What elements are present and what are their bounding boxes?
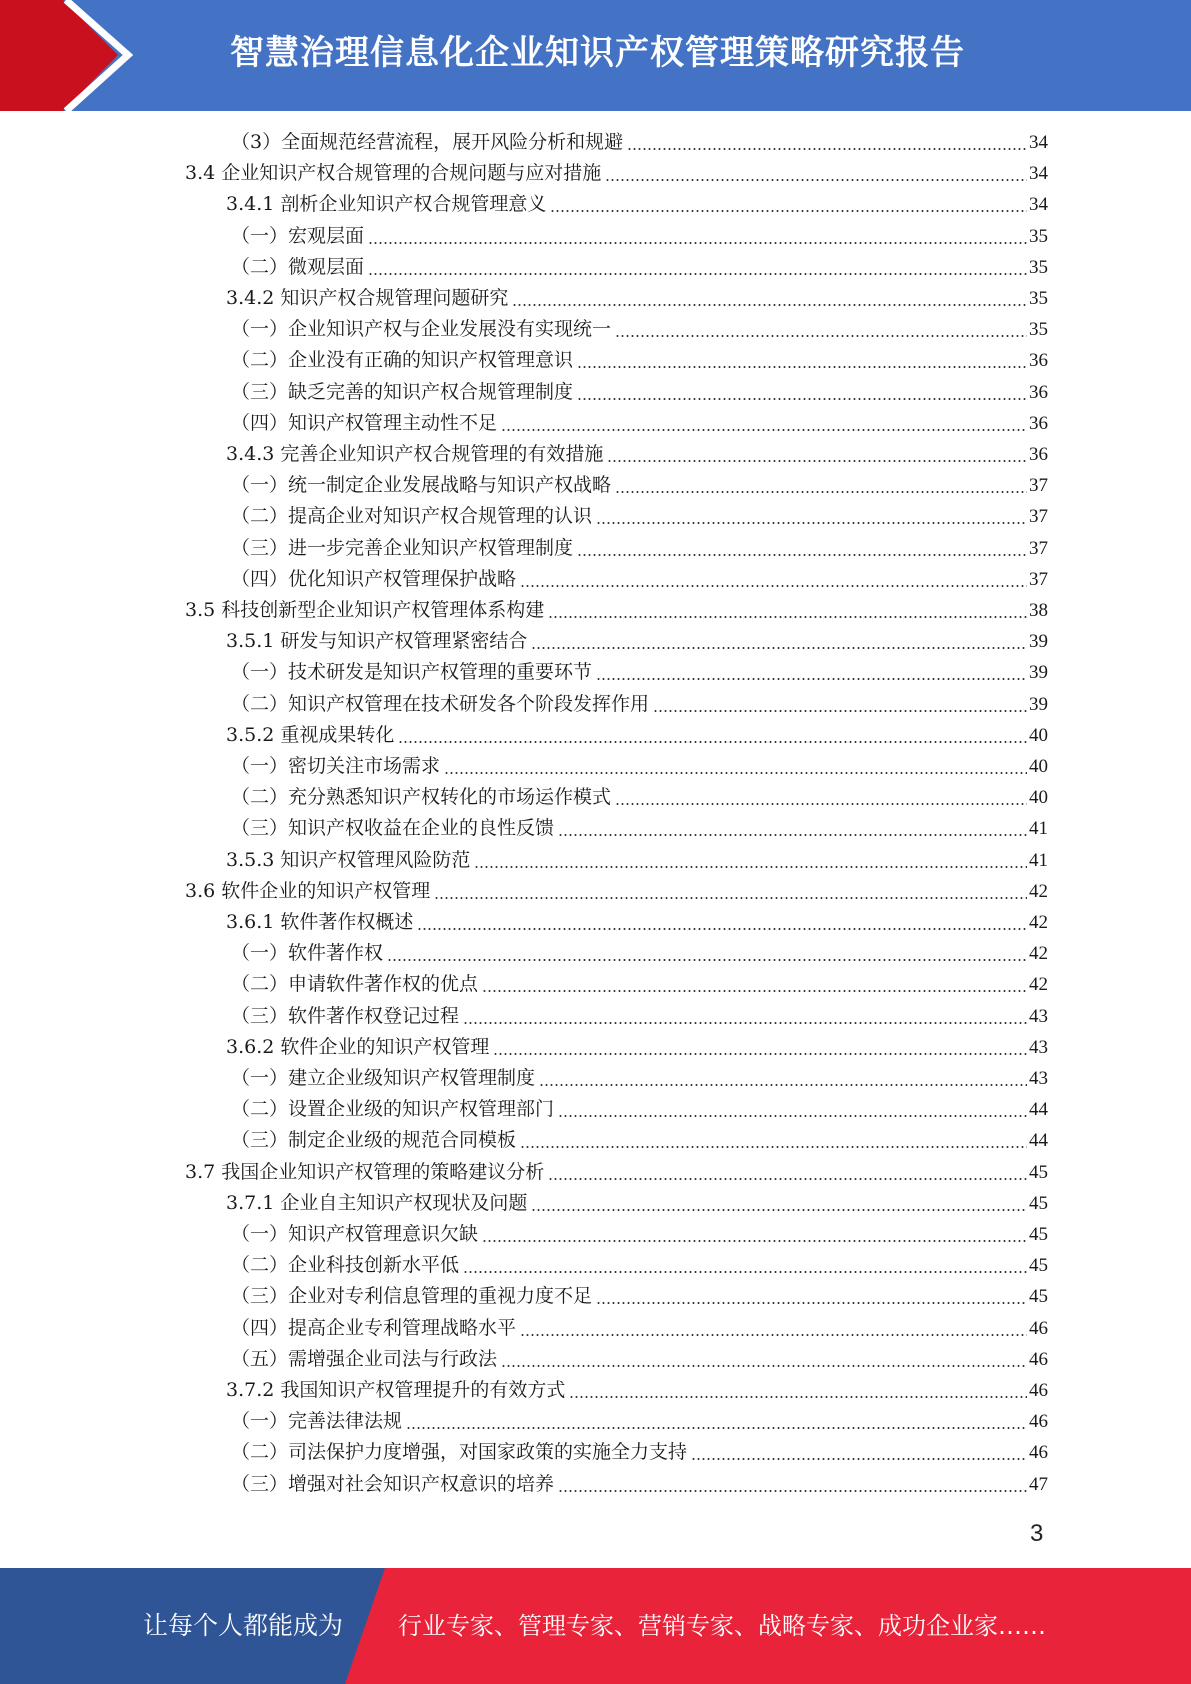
toc-entry[interactable] [231, 470, 1048, 501]
toc-entry-title: 3.7 我国企业知识产权管理的策略建议分析 [185, 1160, 545, 1183]
toc-entry-page: 36 [1029, 381, 1048, 403]
toc-dot-leader [558, 834, 1027, 836]
toc-dot-leader [520, 1146, 1027, 1148]
toc-entry[interactable] [231, 1437, 1048, 1468]
toc-entry[interactable] [231, 345, 1048, 376]
toc-entry[interactable] [226, 845, 1048, 876]
toc-entry-title: （一）宏观层面 [231, 224, 365, 247]
toc-entry-title: 3.7.1 企业自主知识产权现状及问题 [226, 1191, 528, 1214]
toc-entry[interactable] [231, 564, 1048, 595]
toc-entry-page: 44 [1029, 1130, 1048, 1152]
toc-entry-title: （四）知识产权管理主动性不足 [231, 411, 498, 434]
toc-dot-leader [558, 1115, 1027, 1117]
toc-dot-leader [368, 273, 1027, 275]
toc-dot-leader [569, 1396, 1027, 1398]
toc-entry-title: 3.4 企业知识产权合规管理的合规问题与应对措施 [185, 162, 602, 185]
toc-entry-title: 3.5.1 研发与知识产权管理紧密结合 [226, 630, 528, 653]
toc-entry-page: 40 [1029, 787, 1048, 809]
toc-entry-page: 40 [1029, 724, 1048, 746]
toc-entry-page: 41 [1029, 849, 1048, 871]
document-title: 智慧治理信息化企业知识产权管理策略研究报告 [230, 33, 965, 73]
header-chevron-decoration [0, 0, 160, 111]
toc-entry[interactable] [231, 689, 1048, 720]
toc-entry[interactable] [226, 1375, 1048, 1406]
toc-entry[interactable] [231, 314, 1048, 345]
toc-dot-leader [607, 460, 1027, 462]
toc-entry-title: 3.4.1 剖析企业知识产权合规管理意义 [226, 193, 547, 216]
toc-entry[interactable] [231, 1281, 1048, 1312]
toc-entry[interactable] [231, 782, 1048, 813]
toc-dot-leader [550, 210, 1027, 212]
toc-entry-title: （四）优化知识产权管理保护战略 [231, 567, 517, 590]
toc-dot-leader [539, 1084, 1027, 1086]
toc-entry-title: （三）增强对社会知识产权意识的培养 [231, 1472, 555, 1495]
toc-entry-title: （二）微观层面 [231, 255, 365, 278]
footer-slogan-right: 行业专家、管理专家、营销专家、战略专家、成功企业家…… [398, 1612, 1046, 1640]
toc-entry-title: （二）企业科技创新水平低 [231, 1254, 460, 1277]
toc-entry-title: （一）软件著作权 [231, 942, 384, 965]
toc-dot-leader [596, 522, 1027, 524]
toc-entry-title: （三）软件著作权登记过程 [231, 1004, 460, 1027]
toc-entry-page: 37 [1029, 537, 1048, 559]
toc-dot-leader [501, 429, 1027, 431]
toc-entry-title: （三）进一步完善企业知识产权管理制度 [231, 536, 574, 559]
toc-entry-title: （三）企业对专利信息管理的重视力度不足 [231, 1285, 593, 1308]
toc-entry[interactable] [226, 907, 1048, 938]
toc-entry-title: （二）充分熟悉知识产权转化的市场运作模式 [231, 786, 612, 809]
toc-dot-leader [558, 1490, 1027, 1492]
toc-dot-leader [596, 678, 1027, 680]
toc-entry[interactable] [226, 189, 1048, 220]
toc-entry-page: 35 [1029, 225, 1048, 247]
toc-entry[interactable] [231, 938, 1048, 969]
toc-entry[interactable] [231, 127, 1048, 158]
toc-entry-title: （二）企业没有正确的知识产权管理意识 [231, 349, 574, 372]
toc-entry-page: 45 [1029, 1224, 1048, 1245]
toc-entry-title: 3.6.1 软件著作权概述 [226, 911, 414, 933]
toc-dot-leader [691, 1458, 1027, 1460]
toc-dot-leader [434, 897, 1027, 899]
toc-dot-leader [463, 1022, 1027, 1024]
toc-entry-title: （一）技术研发是知识产权管理的重要环节 [231, 661, 593, 684]
toc-entry-title: （一）完善法律法规 [231, 1410, 403, 1433]
toc-entry[interactable] [185, 1157, 1048, 1188]
toc-dot-leader [463, 1271, 1027, 1273]
toc-entry-title: 3.6.2 软件企业的知识产权管理 [226, 1035, 490, 1058]
toc-dot-leader [577, 366, 1027, 368]
toc-entry-title: （三）知识产权收益在企业的良性反馈 [231, 817, 555, 840]
toc-dot-leader [653, 710, 1027, 712]
toc-entry-page: 35 [1029, 319, 1048, 341]
toc-dot-leader [520, 1334, 1027, 1336]
toc-entry-title: 3.7.2 我国知识产权管理提升的有效方式 [226, 1379, 566, 1401]
toc-entry-page: 42 [1029, 974, 1048, 996]
toc-dot-leader [474, 866, 1027, 868]
toc-dot-leader [605, 179, 1027, 181]
toc-entry[interactable] [231, 1344, 1048, 1375]
toc-entry-title: （3）全面规范经营流程，展开风险分析和规避 [231, 131, 624, 153]
toc-entry-page: 44 [1029, 1099, 1048, 1121]
toc-dot-leader [615, 491, 1027, 493]
toc-entry-page: 41 [1029, 818, 1048, 840]
toc-dot-leader [368, 242, 1027, 244]
toc-entry[interactable] [231, 969, 1048, 1000]
toc-entry-page: 34 [1029, 163, 1048, 185]
page-number: 3 [1030, 1520, 1044, 1547]
toc-entry[interactable] [226, 720, 1048, 751]
toc-entry[interactable] [231, 377, 1048, 408]
toc-entry-page: 43 [1029, 1036, 1048, 1058]
toc-entry-page: 36 [1029, 444, 1048, 465]
toc-entry-title: （四）提高企业专利管理战略水平 [231, 1316, 517, 1339]
toc-entry[interactable] [231, 1406, 1048, 1437]
toc-entry-page: 42 [1029, 943, 1048, 965]
toc-entry-page: 39 [1029, 662, 1048, 684]
toc-entry[interactable] [231, 813, 1048, 844]
toc-entry-page: 45 [1029, 1255, 1048, 1277]
toc-entry[interactable] [231, 1250, 1048, 1281]
toc-entry-page: 45 [1029, 1192, 1048, 1214]
toc-entry-page: 35 [1029, 288, 1048, 309]
toc-entry[interactable] [185, 876, 1048, 907]
toc-entry-title: 3.5 科技创新型企业知识产权管理体系构建 [185, 599, 545, 621]
toc-entry[interactable] [185, 595, 1048, 626]
toc-entry[interactable] [185, 158, 1048, 189]
toc-entry-page: 38 [1029, 600, 1048, 621]
toc-entry-title: （二）司法保护力度增强，对国家政策的实施全力支持 [231, 1441, 688, 1464]
toc-dot-leader [627, 148, 1027, 150]
toc-dot-leader [444, 772, 1027, 774]
toc-dot-leader [615, 803, 1027, 805]
toc-entry-title: 3.4.3 完善企业知识产权合规管理的有效措施 [226, 443, 604, 465]
toc-entry-page: 37 [1029, 506, 1048, 528]
toc-entry[interactable] [231, 533, 1048, 564]
toc-dot-leader [406, 1427, 1027, 1429]
toc-entry-page: 46 [1029, 1411, 1048, 1433]
toc-entry[interactable] [226, 439, 1048, 470]
toc-dot-leader [482, 990, 1027, 992]
toc-entry[interactable] [231, 1094, 1048, 1125]
footer-slogan-left: 让每个人都能成为 [143, 1611, 344, 1640]
toc-entry[interactable] [231, 501, 1048, 532]
toc-entry-page: 39 [1029, 693, 1048, 715]
toc-entry[interactable] [231, 1469, 1048, 1500]
toc-dot-leader [548, 616, 1027, 618]
toc-entry-page: 43 [1029, 1068, 1048, 1089]
toc-entry[interactable] [231, 408, 1048, 439]
toc-entry-page: 34 [1029, 194, 1048, 216]
page-footer [0, 1568, 1191, 1684]
toc-entry-page: 45 [1029, 1286, 1048, 1308]
toc-dot-leader [398, 741, 1027, 743]
toc-entry[interactable] [231, 1001, 1048, 1032]
toc-dot-leader [387, 959, 1027, 961]
toc-entry[interactable] [231, 1125, 1048, 1156]
toc-dot-leader [531, 1209, 1027, 1211]
toc-entry-title: （二）申请软件著作权的优点 [231, 973, 479, 996]
toc-entry-title: （二）设置企业级的知识产权管理部门 [231, 1098, 555, 1121]
toc-entry[interactable] [231, 1063, 1048, 1094]
toc-entry-title: （二）知识产权管理在技术研发各个阶段发挥作用 [231, 692, 650, 715]
toc-entry[interactable] [226, 626, 1048, 657]
toc-entry-title: （一）知识产权管理意识欠缺 [231, 1223, 479, 1245]
toc-entry[interactable] [231, 1313, 1048, 1344]
toc-entry-page: 46 [1029, 1348, 1048, 1370]
toc-entry[interactable] [226, 1032, 1048, 1063]
toc-dot-leader [548, 1178, 1027, 1180]
toc-entry-page: 36 [1029, 412, 1048, 434]
toc-entry-title: （一）统一制定企业发展战略与知识产权战略 [231, 474, 612, 497]
toc-dot-leader [512, 304, 1027, 306]
toc-entry-page: 43 [1029, 1005, 1048, 1027]
toc-dot-leader [493, 1053, 1027, 1055]
toc-entry-title: 3.5.2 重视成果转化 [226, 723, 395, 746]
toc-entry[interactable] [231, 252, 1048, 283]
toc-dot-leader [417, 928, 1027, 930]
toc-entry[interactable] [231, 221, 1048, 252]
toc-entry-page: 37 [1029, 568, 1048, 590]
toc-dot-leader [482, 1240, 1027, 1242]
toc-entry-title: 3.5.3 知识产权管理风险防范 [226, 848, 471, 871]
toc-entry-title: （三）制定企业级的规范合同模板 [231, 1129, 517, 1152]
toc-entry-title: 3.6 软件企业的知识产权管理 [185, 879, 431, 902]
toc-entry[interactable] [231, 751, 1048, 782]
toc-dot-leader [531, 647, 1027, 649]
toc-entry-page: 42 [1029, 880, 1048, 902]
toc-dot-leader [520, 585, 1027, 587]
toc-entry-page: 45 [1029, 1161, 1048, 1183]
toc-entry-title: （三）缺乏完善的知识产权合规管理制度 [231, 380, 574, 403]
toc-dot-leader [596, 1302, 1027, 1304]
toc-dot-leader [577, 398, 1027, 400]
toc-entry[interactable] [231, 1219, 1048, 1250]
toc-entry-title: （二）提高企业对知识产权合规管理的认识 [231, 505, 593, 528]
toc-dot-leader [501, 1365, 1027, 1367]
toc-entry[interactable] [226, 283, 1048, 314]
toc-entry-title: （五）需增强企业司法与行政法 [231, 1347, 498, 1370]
toc-entry-page: 47 [1029, 1473, 1048, 1495]
toc-entry-page: 39 [1029, 631, 1048, 653]
toc-entry-page: 34 [1029, 132, 1048, 153]
toc-entry-page: 46 [1029, 1442, 1048, 1464]
toc-entry-page: 35 [1029, 256, 1048, 278]
toc-entry-page: 46 [1029, 1317, 1048, 1339]
toc-entry[interactable] [226, 1188, 1048, 1219]
toc-entry[interactable] [231, 657, 1048, 688]
toc-entry-page: 37 [1029, 475, 1048, 497]
toc-entry-page: 40 [1029, 756, 1048, 777]
toc-entry-title: （一）密切关注市场需求 [231, 755, 441, 777]
toc-entry-page: 46 [1029, 1380, 1048, 1401]
toc-entry-title: 3.4.2 知识产权合规管理问题研究 [226, 287, 509, 309]
toc-entry-page: 42 [1029, 912, 1048, 933]
toc-entry-page: 36 [1029, 350, 1048, 372]
toc-entry-title: （一）企业知识产权与企业发展没有实现统一 [231, 318, 612, 341]
toc-dot-leader [615, 335, 1027, 337]
toc-entry-title: （一）建立企业级知识产权管理制度 [231, 1067, 536, 1089]
toc-dot-leader [577, 554, 1027, 556]
page-header [0, 0, 1191, 111]
